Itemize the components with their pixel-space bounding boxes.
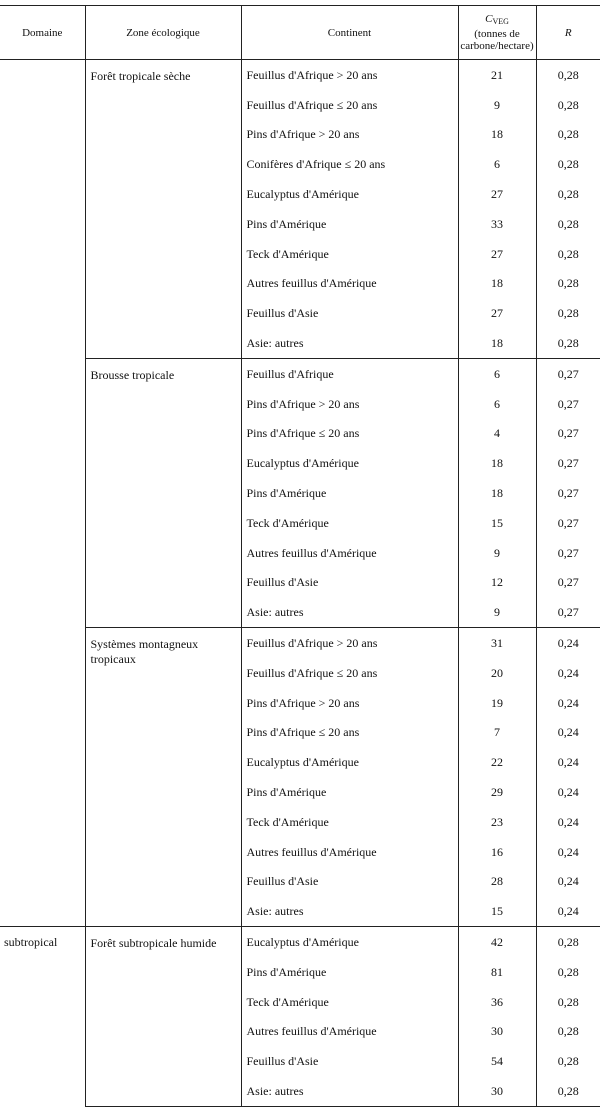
continent-cell: Asie: autres	[241, 328, 458, 358]
continent-cell: Eucalyptus d'Amérique	[241, 179, 458, 209]
r-cell: 0,24	[536, 807, 600, 837]
continent-cell: Pins d'Afrique > 20 ans	[241, 389, 458, 419]
cveg-cell: 21	[458, 60, 536, 90]
cveg-cell: 22	[458, 747, 536, 777]
r-cell: 0,28	[536, 987, 600, 1017]
continent-cell: Asie: autres	[241, 597, 458, 627]
cveg-cell: 15	[458, 508, 536, 538]
r-cell: 0,28	[536, 149, 600, 179]
cveg-cell: 33	[458, 209, 536, 239]
continent-cell: Pins d'Amérique	[241, 478, 458, 508]
cveg-cell: 18	[458, 120, 536, 150]
cveg-cell: 29	[458, 777, 536, 807]
r-cell: 0,27	[536, 478, 600, 508]
zone-cell: Systèmes montagneux tropicaux	[85, 628, 241, 927]
continent-cell: Pins d'Afrique > 20 ans	[241, 120, 458, 150]
r-cell: 0,27	[536, 597, 600, 627]
r-cell: 0,28	[536, 120, 600, 150]
cveg-cell: 28	[458, 867, 536, 897]
r-cell: 0,24	[536, 777, 600, 807]
table-row	[0, 60, 600, 90]
cveg-cell: 16	[458, 837, 536, 867]
cveg-cell: 19	[458, 688, 536, 718]
domain-cell	[0, 60, 85, 927]
r-cell: 0,27	[536, 389, 600, 419]
continent-cell: Pins d'Afrique ≤ 20 ans	[241, 718, 458, 748]
r-cell: 0,27	[536, 419, 600, 449]
r-cell: 0,28	[536, 1017, 600, 1047]
r-cell: 0,24	[536, 837, 600, 867]
continent-cell: Asie: autres	[241, 1076, 458, 1106]
cveg-cell: 7	[458, 718, 536, 748]
continent-cell: Teck d'Amérique	[241, 508, 458, 538]
r-cell: 0,27	[536, 538, 600, 568]
cveg-cell: 15	[458, 896, 536, 926]
cveg-cell: 4	[458, 419, 536, 449]
cveg-cell: 42	[458, 927, 536, 957]
r-cell: 0,28	[536, 209, 600, 239]
continent-cell: Autres feuillus d'Amérique	[241, 538, 458, 568]
cveg-cell: 30	[458, 1017, 536, 1047]
cveg-subscript: VEG	[492, 17, 509, 26]
cveg-cell: 81	[458, 957, 536, 987]
table-row	[0, 628, 600, 658]
header-zone: Zone écologique	[85, 6, 241, 60]
r-cell: 0,27	[536, 568, 600, 598]
continent-cell: Conifères d'Afrique ≤ 20 ans	[241, 149, 458, 179]
continent-cell: Feuillus d'Asie	[241, 1046, 458, 1076]
continent-cell: Pins d'Amérique	[241, 209, 458, 239]
r-cell: 0,28	[536, 328, 600, 358]
r-cell: 0,24	[536, 628, 600, 658]
cveg-cell: 36	[458, 987, 536, 1017]
r-cell: 0,24	[536, 867, 600, 897]
cveg-cell: 6	[458, 389, 536, 419]
continent-cell: Feuillus d'Asie	[241, 298, 458, 328]
cveg-cell: 27	[458, 179, 536, 209]
cveg-unit: (tonnes de carbone/hectare)	[460, 28, 534, 52]
continent-cell: Eucalyptus d'Amérique	[241, 448, 458, 478]
cveg-cell: 27	[458, 239, 536, 269]
continent-cell: Eucalyptus d'Amérique	[241, 927, 458, 957]
header-r: R	[536, 6, 600, 60]
r-cell: 0,28	[536, 927, 600, 957]
continent-cell: Feuillus d'Afrique > 20 ans	[241, 628, 458, 658]
zone-cell: Forêt tropicale sèche	[85, 60, 241, 359]
continent-cell: Feuillus d'Afrique ≤ 20 ans	[241, 658, 458, 688]
cveg-cell: 9	[458, 90, 536, 120]
continent-cell: Asie: autres	[241, 896, 458, 926]
table-row	[0, 927, 600, 957]
r-cell: 0,28	[536, 1046, 600, 1076]
r-cell: 0,28	[536, 60, 600, 90]
cveg-cell: 23	[458, 807, 536, 837]
cveg-cell: 18	[458, 328, 536, 358]
r-cell: 0,27	[536, 448, 600, 478]
cveg-cell: 6	[458, 358, 536, 388]
r-cell: 0,28	[536, 957, 600, 987]
header-continent: Continent	[241, 6, 458, 60]
continent-cell: Pins d'Amérique	[241, 957, 458, 987]
domain-cell: subtropical	[4, 935, 58, 950]
cveg-cell: 18	[458, 478, 536, 508]
r-cell: 0,28	[536, 179, 600, 209]
carbon-table	[0, 5, 600, 1107]
continent-cell: Feuillus d'Asie	[241, 568, 458, 598]
r-cell: 0,28	[536, 269, 600, 299]
continent-cell: Feuillus d'Afrique > 20 ans	[241, 60, 458, 90]
cveg-cell: 6	[458, 149, 536, 179]
r-cell: 0,28	[536, 239, 600, 269]
cveg-cell: 27	[458, 298, 536, 328]
table-body	[0, 60, 600, 1107]
table-header	[0, 6, 600, 60]
continent-cell: Pins d'Amérique	[241, 777, 458, 807]
continent-cell: Eucalyptus d'Amérique	[241, 747, 458, 777]
continent-cell: Teck d'Amérique	[241, 807, 458, 837]
r-cell: 0,24	[536, 658, 600, 688]
continent-cell: Feuillus d'Afrique ≤ 20 ans	[241, 90, 458, 120]
continent-cell: Feuillus d'Afrique	[241, 358, 458, 388]
cveg-cell: 20	[458, 658, 536, 688]
table-row	[0, 358, 600, 388]
header-cveg	[458, 6, 536, 60]
r-cell: 0,24	[536, 688, 600, 718]
continent-cell: Pins d'Afrique ≤ 20 ans	[241, 419, 458, 449]
cveg-cell: 18	[458, 269, 536, 299]
r-cell: 0,27	[536, 508, 600, 538]
continent-cell: Teck d'Amérique	[241, 987, 458, 1017]
cveg-cell: 54	[458, 1046, 536, 1076]
cveg-cell: 9	[458, 538, 536, 568]
cveg-symbol: C	[485, 13, 493, 25]
continent-cell: Autres feuillus d'Amérique	[241, 269, 458, 299]
continent-cell: Teck d'Amérique	[241, 239, 458, 269]
r-cell: 0,28	[536, 298, 600, 328]
cveg-cell: 12	[458, 568, 536, 598]
continent-cell: Pins d'Afrique > 20 ans	[241, 688, 458, 718]
r-cell: 0,24	[536, 718, 600, 748]
r-cell: 0,28	[536, 1076, 600, 1106]
cveg-cell: 30	[458, 1076, 536, 1106]
continent-cell: Autres feuillus d'Amérique	[241, 1017, 458, 1047]
header-domain: Domaine	[0, 6, 85, 60]
continent-cell: Autres feuillus d'Amérique	[241, 837, 458, 867]
cveg-cell: 31	[458, 628, 536, 658]
zone-cell: Brousse tropicale	[85, 358, 241, 627]
continent-cell: Feuillus d'Asie	[241, 867, 458, 897]
zone-cell: Forêt subtropicale humide	[85, 927, 241, 1107]
r-cell: 0,24	[536, 747, 600, 777]
r-cell: 0,27	[536, 358, 600, 388]
cveg-cell: 18	[458, 448, 536, 478]
r-cell: 0,28	[536, 90, 600, 120]
r-cell: 0,24	[536, 896, 600, 926]
cveg-cell: 9	[458, 597, 536, 627]
